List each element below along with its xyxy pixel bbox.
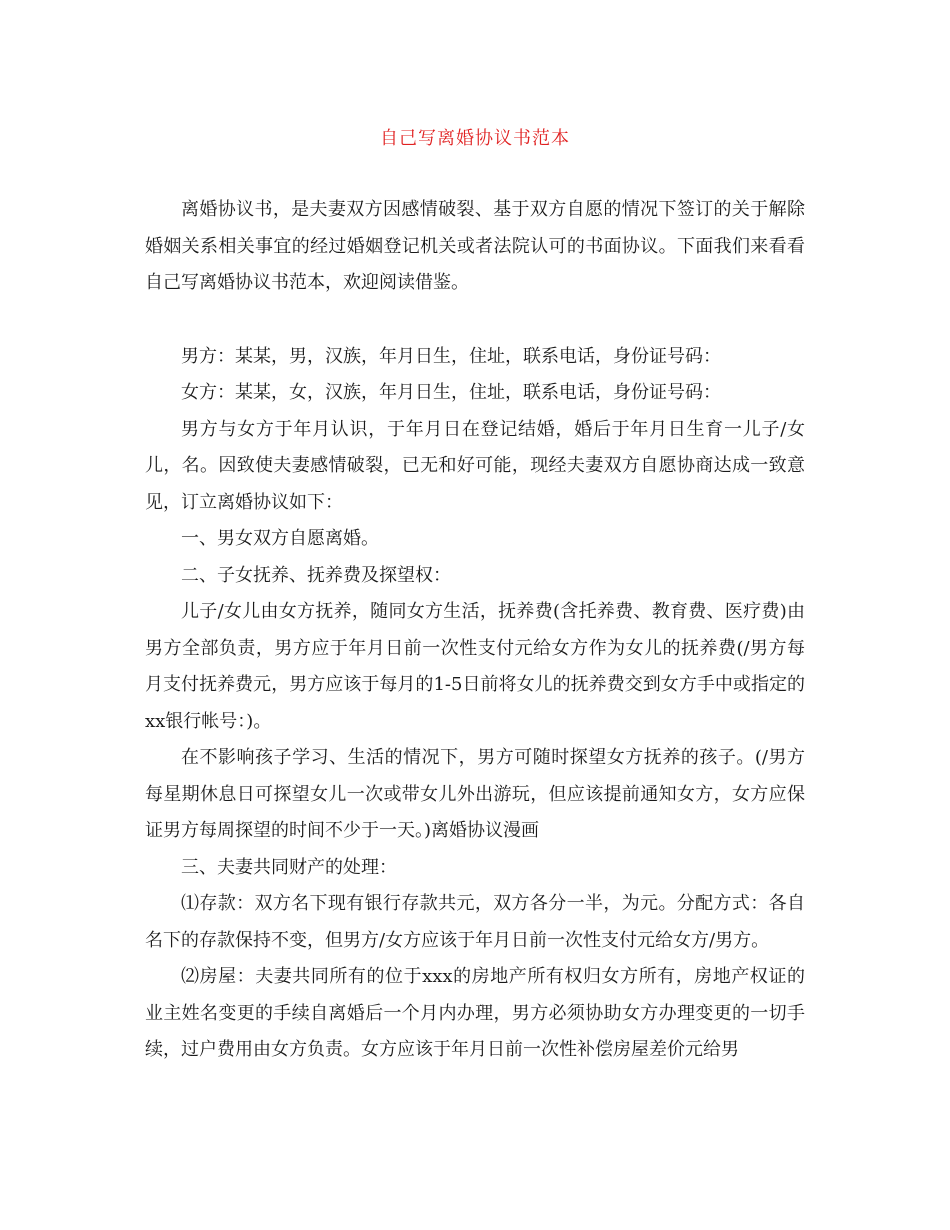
clause-1-divorce: 一、男女双方自愿离婚。 [181,528,379,549]
clause-3-deposits: ⑴存款：双方名下现有银行存款共元，双方各分一半，为元。分配方式：各自名下的存款保持不变，但男方/女方应该于年月日前一次性支付元给女方/男方。 [145,893,805,951]
clause-3-heading: 三、夫妻共同财产的处理： [181,856,397,878]
paragraph-spacer [145,302,805,339]
paragraph-male-party: 男方：某某，男，汉族，年月日生，住址，联系电话，身份证号码： [181,345,721,367]
clause-3-property: ⑵房屋：夫妻共同所有的位于xxx的房地产所有权归女方所有，房地产权证的业主姓名变更的手续自离婚后一个月内办理，男方必须协助女方办理变更的一切手续，过户费用由女方负责。女方应该于年月日前一次性补偿房屋差价元给男 [145,966,805,1060]
document-body [145,192,805,1069]
clause-2-visitation: 在不影响孩子学习、生活的情况下，男方可随时探望女方抚养的孩子。(/男方每星期休息日可探望女儿一次或带女儿外出游玩，但应该提前通知女方，女方应保证男方每周探望的时间不少于一天。)离婚协议漫画 [145,747,805,841]
clause-2-heading: 二、子女抚养、抚养费及探望权： [181,564,451,586]
paragraph-background: 男方与女方于年月认识，于年月日在登记结婚，婚后于年月日生育一儿子/女儿，名。因致使夫妻感情破裂，已无和好可能，现经夫妻双方自愿协商达成一致意见，订立离婚协议如下： [145,418,805,513]
paragraph-female-party: 女方：某某，女，汉族，年月日生，住址，联系电话，身份证号码： [181,382,721,403]
clause-2-custody: 儿子/女儿由女方抚养，随同女方生活，抚养费(含托养费、教育费、医疗费)由男方全部负责，男方应于年月日前一次性支付元给女方作为女儿的抚养费(/男方每月支付抚养费元，男方应该于每月的1-5日前将女儿的抚养费交到女方手中或指定的xx银行帐号：)。 [145,601,805,732]
document-title: 自己写离婚协议书范本 [380,128,570,149]
intro-paragraph: 离婚协议书，是夫妻双方因感情破裂、基于双方自愿的情况下签订的关于解除婚姻关系相关事宜的经过婚姻登记机关或者法院认可的书面协议。下面我们来看看自己写离婚协议书范本，欢迎阅读借鉴。 [145,199,805,293]
